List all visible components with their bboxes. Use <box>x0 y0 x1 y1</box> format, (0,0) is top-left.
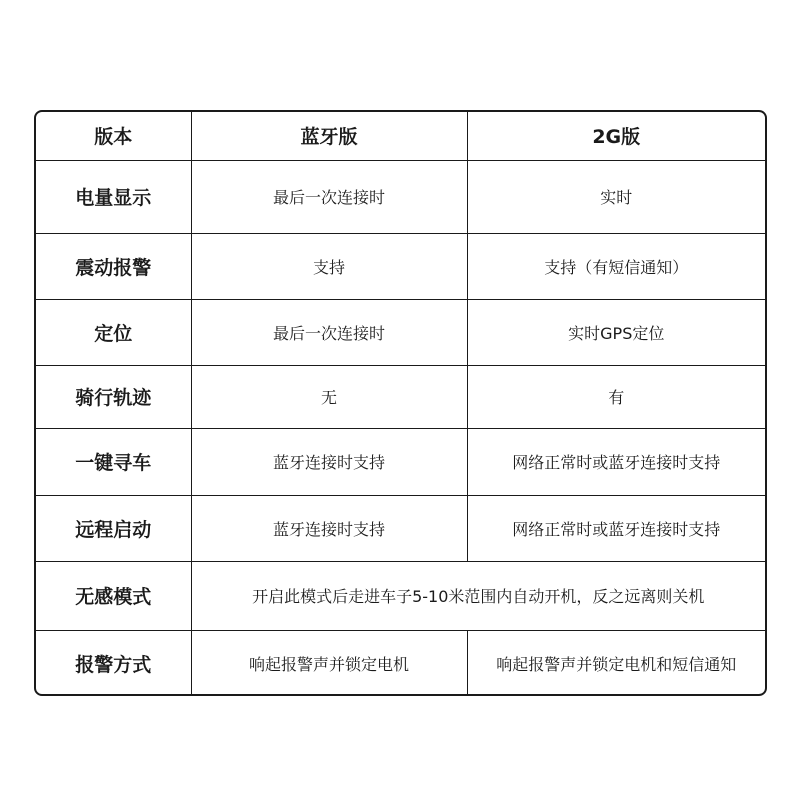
row-label-battery: 电量显示 <box>36 160 191 233</box>
header-version: 版本 <box>36 112 191 160</box>
table-row-positioning <box>36 299 765 365</box>
comparison-table-grid <box>36 112 765 696</box>
table-row-battery <box>36 160 765 233</box>
table-row-remote-start <box>36 495 765 561</box>
cell-positioning-bluetooth: 最后一次连接时 <box>191 299 467 365</box>
cell-keyless-mode-merged: 开启此模式后走进车子5-10米范围内自动开机，反之远离则关机 <box>191 561 765 630</box>
row-label-vibration-alarm: 震动报警 <box>36 233 191 299</box>
table-row-find-car <box>36 428 765 495</box>
cell-vibration-bluetooth: 支持 <box>191 233 467 299</box>
table-row-keyless-mode <box>36 561 765 630</box>
cell-vibration-2g: 支持（有短信通知） <box>467 233 765 299</box>
row-label-positioning: 定位 <box>36 299 191 365</box>
cell-positioning-2g: 实时GPS定位 <box>467 299 765 365</box>
cell-remote-start-2g: 网络正常时或蓝牙连接时支持 <box>467 495 765 561</box>
row-label-remote-start: 远程启动 <box>36 495 191 561</box>
cell-remote-start-bluetooth: 蓝牙连接时支持 <box>191 495 467 561</box>
table-row-ride-track <box>36 365 765 428</box>
row-label-ride-track: 骑行轨迹 <box>36 365 191 428</box>
comparison-table <box>34 110 767 696</box>
row-label-keyless-mode: 无感模式 <box>36 561 191 630</box>
cell-find-car-bluetooth: 蓝牙连接时支持 <box>191 428 467 495</box>
header-bluetooth: 蓝牙版 <box>191 112 467 160</box>
cell-ride-track-bluetooth: 无 <box>191 365 467 428</box>
table-header-row <box>36 112 765 160</box>
row-label-alarm-method: 报警方式 <box>36 630 191 696</box>
row-label-find-car: 一键寻车 <box>36 428 191 495</box>
cell-alarm-method-bluetooth: 响起报警声并锁定电机 <box>191 630 467 696</box>
cell-ride-track-2g: 有 <box>467 365 765 428</box>
cell-battery-bluetooth: 最后一次连接时 <box>191 160 467 233</box>
header-2g: 2G版 <box>467 112 765 160</box>
cell-find-car-2g: 网络正常时或蓝牙连接时支持 <box>467 428 765 495</box>
cell-alarm-method-2g: 响起报警声并锁定电机和短信通知 <box>467 630 765 696</box>
cell-battery-2g: 实时 <box>467 160 765 233</box>
table-row-alarm-method <box>36 630 765 696</box>
table-row-vibration-alarm <box>36 233 765 299</box>
